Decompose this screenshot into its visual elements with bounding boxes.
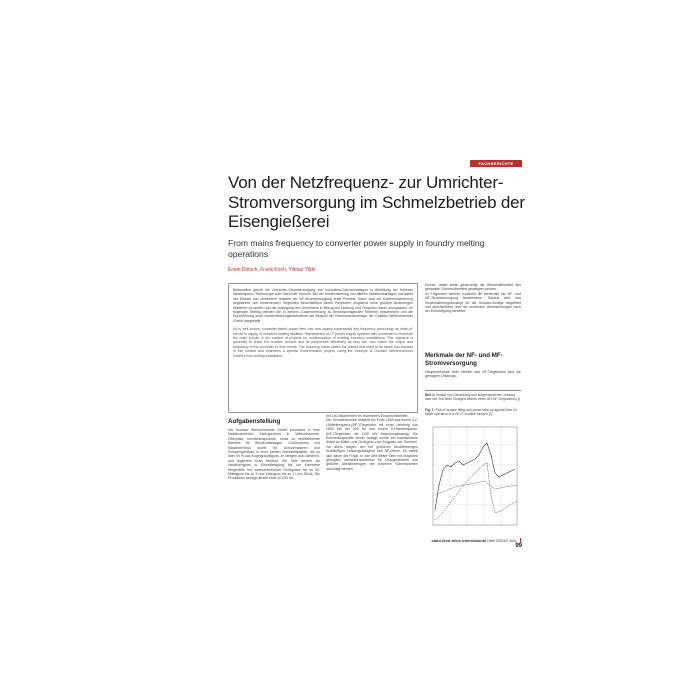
y-tick: · (428, 504, 429, 508)
footer-issue: Heft 2/2010 (487, 538, 508, 543)
page-number: 99 (515, 543, 522, 550)
fig-label-en: Fig. 1: (425, 408, 435, 412)
plot-frame (433, 427, 517, 525)
column-1 (228, 428, 320, 484)
col3-merkmale-text: Hauptmerkmale beim Betrieb des NF-Tiegelofens sind die geringere Leistungs- (425, 370, 521, 379)
col1-text: Die Gusstec Weiherhammer GmbH produziert in ihrer traditionsreichen Eisengießerei in Weiherhammer, Oberpfalz, hochbeanspruchte, meist zu zertifizierende Bauteile für Windkraftanlagen, Großmotoren und Maschinenbau sowie für Großarmaturen und Pumpengehäuse in einer breiten Werkstoffpalette, die zu über 90 % aus Kugelgraphitguss, im übrigen aus Lamellen- und legiertem Guss besteht. Die Teile werden als Handformguss in Einzelfertigung bis zur Kleinserie hergestellt, mit unterschiedlichen Großgusss bis zu 50, Mittelguss bis zu 3 und Kleinguss bis zu 1 t pro Stück. Die Produktion beträgt derzeit etwa 10.000 t/a (228, 428, 320, 481)
page-footer (430, 538, 522, 550)
caption-divider (425, 390, 521, 391)
y-tick: · (428, 464, 429, 468)
figure-caption-en (425, 408, 521, 416)
y-tick: · (428, 444, 429, 448)
section-tag: FACHBERICHTE (470, 160, 522, 167)
figure-caption-de (425, 393, 521, 401)
fig-text-en: Plot of furnace filling and power take-up against time for batch operation of a 26 LF crucible furnace [1] (425, 408, 518, 417)
abstract-box (228, 283, 418, 413)
fig-label-de: Bild 1: (425, 393, 436, 397)
power-curve (435, 443, 515, 510)
plot-grid (433, 427, 517, 525)
col3-intro-text: könnte, dabei sollte gleichzeitig die Wirtschaftlichkeit des gesamten Schmelzbetriebs gesteigert werden. Im Folgenden werden zunächst die Merkmale der NF- und MF-Stromversorgung beschrieben. Daraus wird das Modernisierungskonzept für die Gusstec-Anlage abgeleitet und abschließend über die erreichten Verbesserungen nach der Ertüchtigung berichtet. (425, 283, 521, 314)
filling-curve (435, 463, 517, 520)
fig-text-de: Verlauf von Ofenfüllung und aufgenommener Leistung über der 2nd Beim Chargen-betrieb eines 26 t-NF-Tiegelofens [1] (425, 393, 521, 402)
y-tick: · (428, 484, 429, 488)
aux-curve (435, 481, 517, 495)
abstract-german: Bekanntlich gehört die Umrichter-Stromversorgung von Induktions-Schmelzanlagen in Abbildung der früheren Netzfrequenz-Technologie zum Stand der Technik. Bei der Modernisierung von älteren Induktionsanlagen hat daher der Einsatz von Umrichtern anstelle der NF-Stromversorgung erste Priorität. Dabei wird zur Kostenminimierung angestrebt, den bestehenden Tiegelofen einschließlich seiner Peripherie möglichst ohne größere Änderungen bestehen zu lassen und die Auslegung des Umrichters in Bezug auf Leistung und Frequenz daran anzupassen. Im folgenden Beitrag werden die in diesem Zusammenhang zu berücksichtigenden Kriterien beschrieben und die Durchführung einer Modernisierungsmaßnahme am Beispiel der Eisenschmelzanlage der Gusstec Weiherhammer GmbH dargestellt. (233, 288, 413, 323)
heading-merkmale: Merkmale der NF- und MF-Stromversorgung (425, 352, 503, 367)
footer-month: Juni (509, 538, 517, 543)
column-2 (326, 414, 418, 474)
article-authors: Erwin Dötsch, Frank Koch, Yilmaz Yildir (228, 267, 316, 273)
column-3-top (425, 283, 521, 317)
footer-journal: stahl-feed-felne international (431, 538, 487, 543)
heading-aufgabenstellung: Aufgabenstellung (228, 418, 281, 425)
figure-1-plot (425, 425, 521, 533)
col2-text: mit 140 Mitarbeitern im erweiterten Einschichtbetrieb. Der Schmelzbetrieb bestand bis Ende 2009 aus einem 3,2-t-Mittelfrequenz-(MF-)Tiegelofen mit einer Leistung von 1800 kW bei 500 Hz und einem 5-t-Netzfrequenz-(NF-)Tiegelofen mit 1100 kW Anschlussleistung. Die Schmelzkapazität dieser Anlage wurde bei wachsendem Anteil an Mittel- und Großguss zum Engpass der Gießerei, vor allem wegen der bei größeren Abstichmengen rückläufigen Leistungsfähigkeit des NF-Ofens. Es stellte sich daher die Frage, in wie weit dieser Ofen mit möglichst geringem Investitionsaufwand für Chargenbetrieb und größere Abstichmengen bei kürzeren Schmelzzeiten ertüchtigt werden (326, 414, 418, 471)
column-3-mid (425, 370, 521, 382)
abstract-english: As is well known, converter-based power feed has now largely superseded line-frequency technology as state-of-the-art in supply of induction melting facilities. Replacement of LF power supply systems with converters is therefore the main priority in the context of projects for modernization of existing induction installations. The objective is generally to leave the crucible furnace and its peripherals effectively as they are, and match the output and frequency of the converter to their needs. The following article states the criteria that need to be taken into account in this context and examines a specific modernization project, using the example of Gusstec Weiherhammer GmbH's iron melting installation. (233, 327, 413, 358)
article-subtitle: From mains frequency to converter power supply in foundry melting operations (228, 238, 485, 259)
plot-ticks (428, 444, 429, 508)
article-title: Von der Netzfrequenz- zur Umrichter-Stromversorgung im Schmelzbetrieb der Eisengießerei (228, 173, 525, 231)
